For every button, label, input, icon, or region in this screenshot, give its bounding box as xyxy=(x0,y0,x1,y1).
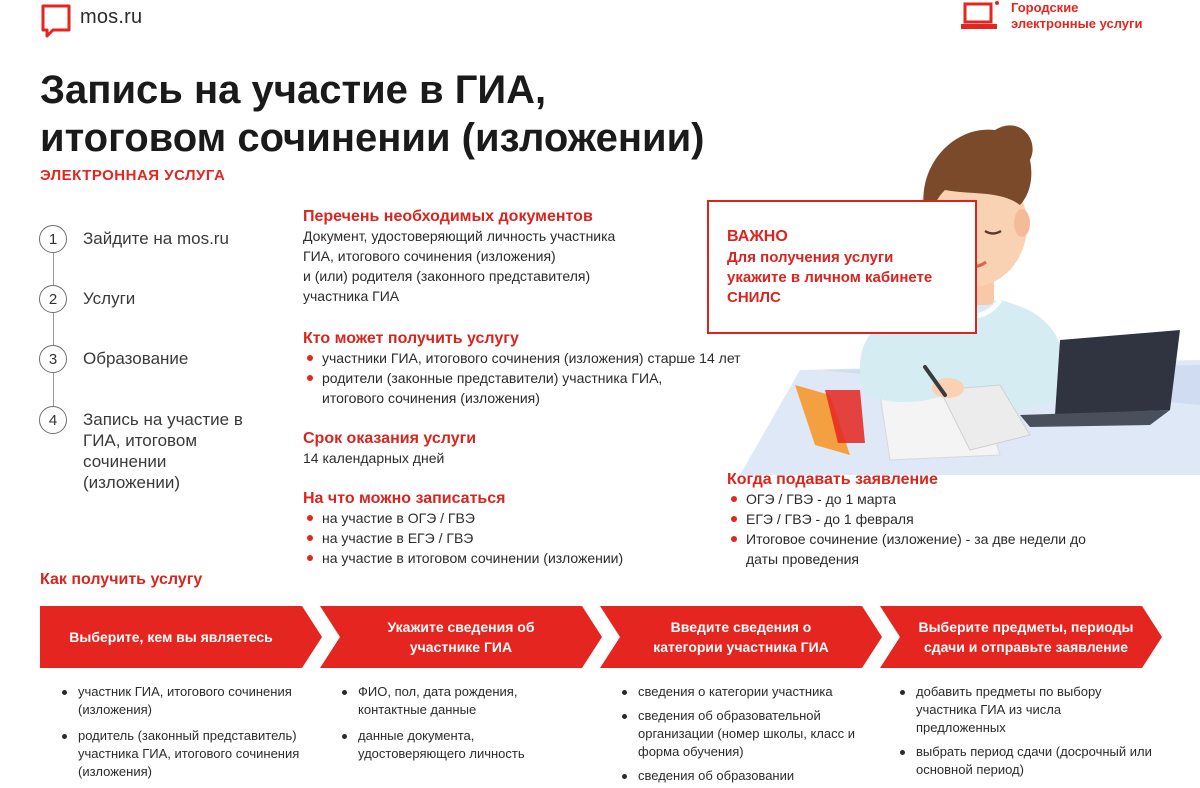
who-section xyxy=(303,330,783,408)
step-number: 3 xyxy=(39,345,67,373)
stage-3-list xyxy=(620,683,880,785)
documents-line: и (или) родителя (законного представителя) xyxy=(303,268,591,284)
enroll-item: на участие в ОГЭ / ГВЭ xyxy=(303,508,703,528)
stage-label: Введите сведения о категории участника ГИА xyxy=(653,619,829,655)
important-heading: ВАЖНО xyxy=(727,228,788,245)
when-section xyxy=(727,471,1147,569)
stage-item: родитель (законный представитель) участника ГИА, итогового сочинения (изложения) xyxy=(60,727,320,781)
important-text: Для получения услуги укажите в личном кабинете СНИЛС xyxy=(727,249,933,306)
city-services-label[interactable]: Городские электронные услуги xyxy=(1011,0,1143,31)
step-number: 1 xyxy=(39,225,67,253)
stage-4-banner xyxy=(880,606,1162,668)
when-item: ЕГЭ / ГВЭ - до 1 февраля xyxy=(727,509,1147,529)
stage-item: сведения об образовательной организации (номер школы, класс и форма обучения) xyxy=(620,707,880,761)
step-text: Образование xyxy=(83,349,189,368)
stage-item: выбрать период сдачи (досрочный или основной период) xyxy=(898,743,1153,779)
term-section xyxy=(303,430,603,468)
step-number: 4 xyxy=(39,406,67,434)
service-type-label: ЭЛЕКТРОННАЯ УСЛУГА xyxy=(40,167,226,184)
stage-2-banner xyxy=(320,606,602,668)
when-item: Итоговое сочинение (изложение) - за две недели до даты проведения xyxy=(727,529,1107,569)
step-1 xyxy=(39,225,253,253)
who-item: участники ГИА, итогового сочинения (изложения) старше 14 лет xyxy=(303,348,783,368)
step-text: Запись на участие в ГИА, итоговом сочинении (изложении) xyxy=(83,410,243,492)
step-4 xyxy=(39,406,253,493)
step-text: Услуги xyxy=(83,289,136,308)
stage-label: Выберите предметы, периоды сдачи и отправьте заявление xyxy=(918,619,1134,655)
stage-3-banner xyxy=(600,606,882,668)
page-title: Запись на участие в ГИА, итоговом сочинении (изложении) xyxy=(40,68,705,160)
who-item: родители (законные представители) участника ГИА, итогового сочинения (изложения) xyxy=(303,368,723,408)
who-heading: Кто может получить услугу xyxy=(303,330,519,347)
mos-logo-icon xyxy=(41,4,71,38)
how-heading: Как получить услугу xyxy=(40,571,203,588)
documents-line: ГИА, итогового сочинения (изложения) xyxy=(303,248,556,264)
stage-item: сведения о категории участника xyxy=(620,683,880,701)
steps-connector xyxy=(53,250,54,422)
enroll-heading: На что можно записаться xyxy=(303,490,506,507)
stage-1-banner xyxy=(40,606,322,668)
stage-item: данные документа, удостоверяющего личность xyxy=(340,727,555,763)
enroll-item: на участие в ЕГЭ / ГВЭ xyxy=(303,528,703,548)
stage-4-list xyxy=(898,683,1153,779)
stage-item: добавить предметы по выбору участника ГИА из числа предложенных xyxy=(898,683,1108,737)
step-3 xyxy=(39,345,253,373)
stage-label: Укажите сведения об участнике ГИА xyxy=(387,619,535,655)
step-number: 2 xyxy=(39,285,67,313)
documents-line: участника ГИА xyxy=(303,288,400,304)
term-heading: Срок оказания услуги xyxy=(303,430,477,447)
enroll-item: на участие в итоговом сочинении (изложении) xyxy=(303,548,703,568)
documents-line: Документ, удостоверяющий личность участника xyxy=(303,228,616,244)
stage-item: участник ГИА, итогового сочинения (изложения) xyxy=(60,683,320,719)
documents-heading: Перечень необходимых документов xyxy=(303,208,593,225)
when-heading: Когда подавать заявление xyxy=(727,471,938,488)
logo-text[interactable]: mos.ru xyxy=(80,6,143,28)
step-2 xyxy=(39,285,253,313)
stage-item: сведения об образовании xyxy=(620,767,880,785)
enroll-section xyxy=(303,490,703,568)
stage-1-list xyxy=(60,683,320,781)
laptop-icon xyxy=(961,0,1001,32)
when-item: ОГЭ / ГВЭ - до 1 марта xyxy=(727,489,1147,509)
step-text: Зайдите на mos.ru xyxy=(83,229,229,248)
stage-item: ФИО, пол, дата рождения, контактные данные xyxy=(340,683,555,719)
documents-section xyxy=(303,208,703,306)
stage-label: Выберите, кем вы являетесь xyxy=(69,629,273,645)
stage-2-list xyxy=(340,683,555,763)
term-text: 14 календарных дней xyxy=(303,450,445,466)
